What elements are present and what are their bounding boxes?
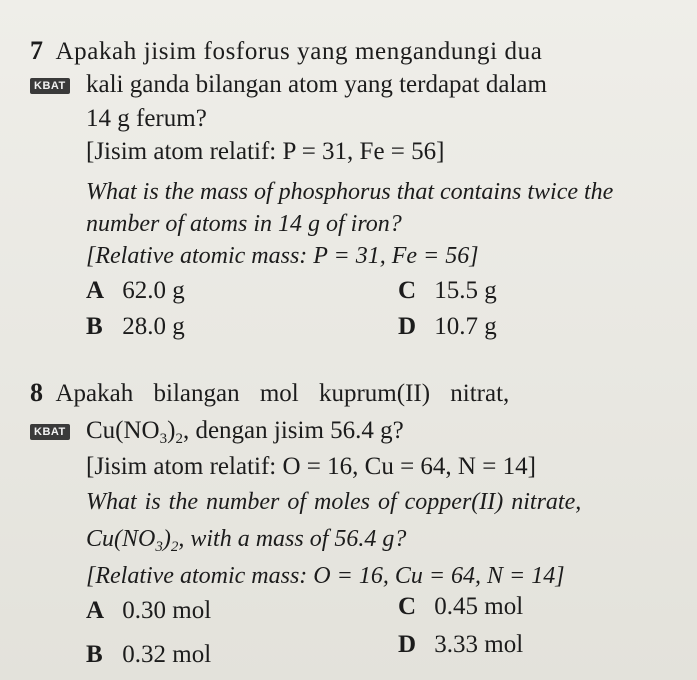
option-letter: B	[86, 641, 103, 668]
question-8-option-b[interactable]	[86, 640, 211, 670]
question-7-malay-atomic-mass: [Jisim atom relatif: P = 31, Fe = 56]	[86, 138, 445, 165]
formula-part: )	[162, 526, 171, 552]
option-text: 0.30 mol	[122, 597, 212, 624]
kbat-badge-8: KBAT	[30, 424, 70, 440]
question-7-malay-text-2: kali ganda bilangan atom yang terdapat dalam	[86, 71, 547, 98]
option-letter: D	[398, 631, 417, 658]
option-text: 28.0 g	[122, 313, 185, 340]
question-7-number: 7	[30, 36, 43, 65]
option-letter: A	[86, 597, 105, 624]
question-7-english-text-1: What is the mass of phosphorus that contains twice the	[86, 179, 614, 205]
question-8-number: 8	[30, 378, 43, 407]
option-text: 0.32 mol	[122, 641, 212, 668]
question-7-option-a[interactable]	[86, 276, 185, 306]
formula-part: Cu(NO	[86, 526, 156, 552]
question-8-english-text-2	[86, 524, 406, 562]
formula-subscript: 2	[175, 431, 183, 447]
option-text: 0.45 mol	[434, 593, 524, 620]
formula-part: Cu(NO	[86, 417, 160, 444]
option-letter: A	[86, 277, 105, 304]
option-letter: B	[86, 313, 103, 340]
formula-subscript: 2	[170, 539, 179, 555]
question-8-option-d[interactable]	[398, 630, 523, 660]
question-7-line-1	[30, 36, 542, 67]
question-8-malay-atomic-mass: [Jisim atom relatif: O = 16, Cu = 64, N = 14]	[86, 453, 536, 480]
question-8-line-1	[30, 378, 690, 409]
question-7-malay-text-3: 14 g ferum?	[86, 105, 207, 132]
option-text: 10.7 g	[434, 313, 497, 340]
question-8-option-a[interactable]	[86, 596, 211, 626]
option-letter: C	[398, 277, 417, 304]
option-text: 15.5 g	[434, 277, 497, 304]
question-8-malay-text-2	[86, 416, 404, 454]
option-letter: C	[398, 593, 417, 620]
option-text: 62.0 g	[122, 277, 185, 304]
question-7-english-atomic-mass: [Relative atomic mass: P = 31, Fe = 56]	[86, 243, 479, 269]
question-7-english-text-2: number of atoms in 14 g of iron?	[86, 211, 402, 237]
formula-part: )	[167, 417, 176, 444]
question-8-malay-rest: , dengan jisim 56.4 g?	[182, 417, 404, 444]
formula-subscript: 3	[155, 539, 163, 555]
question-8-english-atomic-mass: [Relative atomic mass: O = 16, Cu = 64, N = 14]	[86, 563, 565, 589]
question-7-option-c[interactable]	[398, 276, 497, 306]
kbat-badge-7: KBAT	[30, 78, 70, 94]
formula-subscript: 3	[159, 431, 168, 447]
question-8-english-rest: , with a mass of 56.4 g?	[178, 526, 407, 552]
question-8-malay-text-1: Apakah bilangan mol kuprum(II) nitrat,	[55, 380, 510, 407]
question-8-option-c[interactable]	[398, 592, 523, 622]
question-7-option-d[interactable]	[398, 312, 497, 342]
option-letter: D	[398, 313, 417, 340]
question-7-malay-text-1: Apakah jisim fosforus yang mengandungi dua	[55, 38, 543, 65]
question-8-english-text-1: What is the number of moles of copper(II) nitrate,	[86, 489, 582, 515]
option-text: 3.33 mol	[434, 631, 524, 658]
question-7-option-b[interactable]	[86, 312, 185, 342]
